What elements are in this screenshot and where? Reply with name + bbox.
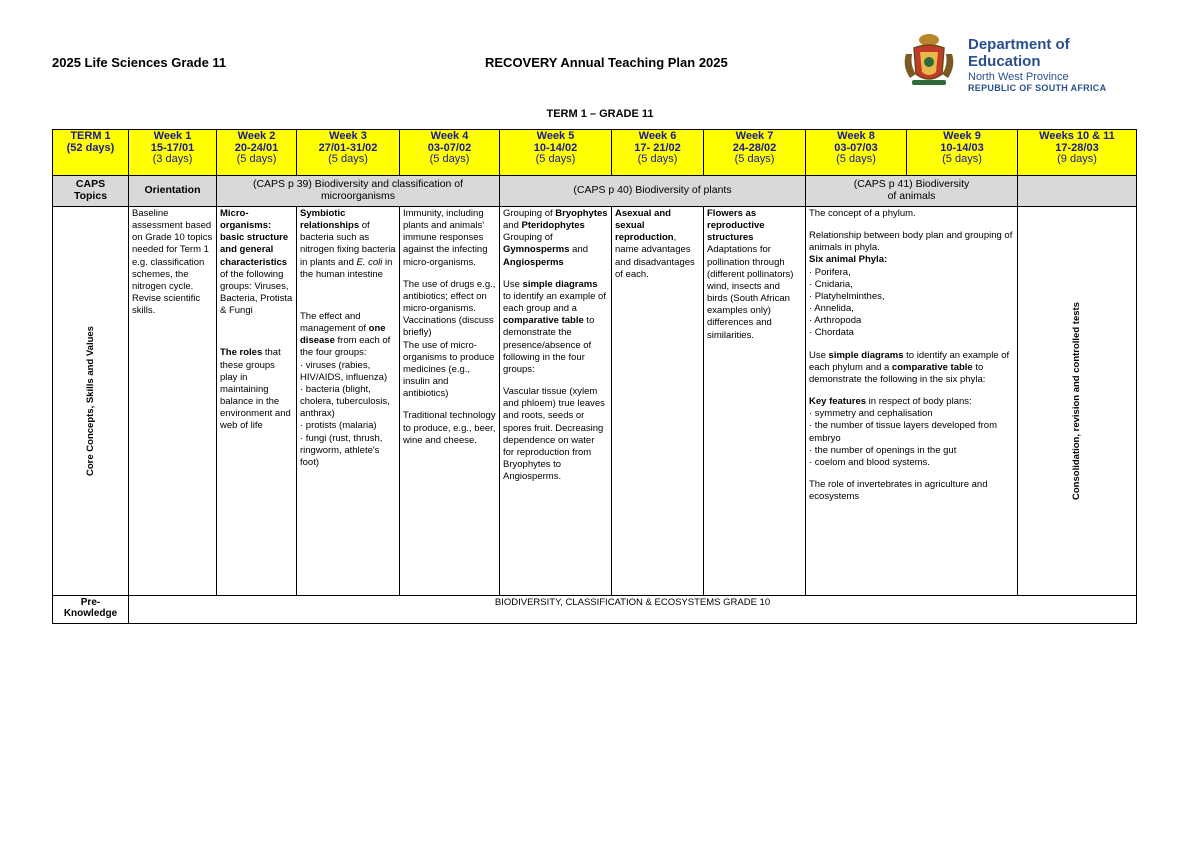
week-label: Weeks 10 & 11 (1039, 130, 1115, 142)
content-week-2: Micro-organisms: basic structure and general characteristics of the following groups: Viruses, Bacteria, Protista & Fungi The roles that these groups play in maintaining balance in the environment and web of life (217, 207, 297, 596)
document-header-title: RECOVERY Annual Teaching Plan 2025 (485, 55, 728, 70)
content-week-3: Symbiotic relationships of bacteria such as nitrogen fixing bacteria in plants and E. coli in the human intestine The effect and management of one disease from each of the four groups: · viruses (rabies, HIV/AIDS, influenza) · bacteria (blight, cholera, tuberculosis, anthrax) · protists (malaria) · fungi (rust, thrush, ringworm, athlete's foot) (297, 207, 400, 596)
caps-topics-row (53, 176, 1137, 207)
week-label: Week 2 (237, 130, 276, 142)
week-days: (3 days) (152, 153, 193, 166)
phylum-item: · Cnidaria, (809, 278, 853, 290)
feature-item: · coelom and blood systems. (809, 456, 930, 468)
coat-of-arms-icon (900, 30, 958, 88)
week-dates: 15-17/01 (150, 141, 195, 154)
core-concepts-label: Core Concepts, Skills and Values (84, 326, 96, 476)
week-label: Week 1 (153, 130, 192, 142)
logo-department: Department of Education (968, 36, 1070, 71)
caps-orientation: Orientation (129, 176, 217, 207)
week-header (297, 130, 400, 176)
caps-label: CAPS Topics (53, 176, 129, 207)
week-header (400, 130, 500, 176)
week-label: Week 4 (430, 130, 469, 142)
week-header (704, 130, 806, 176)
core-concepts-row (53, 207, 1137, 596)
week-days: (5 days) (535, 153, 576, 166)
term-days: (52 days) (66, 141, 115, 154)
content-week-4: Immunity, including plants and animals' immune responses against the infecting micro-organisms. The use of drugs e.g., antibiotics; effect on micro-organisms. Vaccinations (discuss briefly) The use of micro-organisms to produce medicines (e.g., insulin and antibiotics) Traditional technology to produce, e.g., beer, wine and cheese. (400, 207, 500, 596)
feature-item: · symmetry and cephalisation (809, 408, 933, 420)
caps-empty (1018, 176, 1137, 207)
logo-country: REPUBLIC OF SOUTH AFRICA (968, 83, 1107, 94)
content-week-7: Flowers as reproductive structures Adaptations for pollination through (different pollinators) wind, insects and birds (South African examples only) differences and similarities. (704, 207, 806, 596)
phylum-item: · Platyhelminthes, (809, 290, 885, 302)
week-dates: 03-07/02 (427, 141, 472, 154)
phylum-item: · Porifera, (809, 266, 851, 278)
week-dates: 03-07/03 (834, 141, 878, 154)
feature-item: · the number of tissue layers developed from embryo (809, 420, 997, 444)
weeks-row (53, 130, 1137, 176)
phylum-item: · Chordata (809, 327, 854, 339)
week-header (806, 130, 907, 176)
department-logo (900, 30, 1140, 94)
week-days: (5 days) (236, 153, 277, 166)
week-label: Week 9 (943, 130, 981, 142)
consolidation-label: Consolidation, revision and controlled tests (1070, 302, 1082, 500)
phylum-item: · Arthropoda (809, 315, 862, 327)
week-header (907, 130, 1018, 176)
caps-topic-microorganisms: (CAPS p 39) Biodiversity and classification of microorganisms (217, 176, 500, 207)
week-header (612, 130, 704, 176)
week-days: (5 days) (836, 153, 876, 166)
pre-knowledge-label: Pre- Knowledge (53, 596, 129, 624)
week-dates: 24-28/02 (732, 141, 777, 154)
pre-knowledge-row (53, 596, 1137, 624)
week-dates: 10-14/02 (533, 141, 578, 154)
week-days: (5 days) (942, 153, 982, 166)
week-dates: 10-14/03 (940, 141, 984, 154)
week-days: (5 days) (637, 153, 678, 166)
week-dates: 27/01-31/02 (318, 141, 378, 154)
week-dates: 20-24/01 (234, 141, 279, 154)
logo-province: North West Province (968, 70, 1069, 83)
disease-item: · fungi (rust, thrush, ringworm, athlete's foot) (300, 432, 383, 468)
term-cell (53, 130, 129, 176)
content-week-1: Baseline assessment based on Grade 10 topics needed for Term 1 e.g. classification schemes, the nitrogen cycle. Revise scientific skills. (129, 207, 217, 596)
core-concepts-label-cell (53, 207, 129, 596)
week-header (217, 130, 297, 176)
week-days: (9 days) (1057, 153, 1097, 166)
term-label: TERM 1 (70, 130, 111, 142)
pre-knowledge-value: BIODIVERSITY, CLASSIFICATION & ECOSYSTEMS GRADE 10 (129, 596, 1137, 624)
consolidation-cell (1018, 207, 1137, 596)
content-weeks-8-9: The concept of a phylum. Relationship between body plan and grouping of animals in phyla. Six animal Phyla: · Porifera, · Cnidaria, · Platyhelminthes, · Annelida, · Arthropoda · Chordata Use simple diagrams to identify an example of each phylum and a comparative table to demonstrate the following in the six phyla: Key features in respect of body plans: · symmetry and cephalisation · the number of tissue layers developed from embryo · the number of openings in the gut · coelom and blood systems. The role of invertebrates in agriculture and ecosystems (806, 207, 1018, 596)
week-header (1018, 130, 1137, 176)
week-dates: 17- 21/02 (634, 141, 681, 154)
feature-item: · the number of openings in the gut (809, 444, 957, 456)
week-label: Week 6 (638, 130, 677, 142)
week-label: Week 7 (735, 130, 774, 142)
document-header-left: 2025 Life Sciences Grade 11 (52, 55, 227, 70)
disease-item: · protists (malaria) (300, 420, 377, 432)
disease-item: · viruses (rabies, HIV/AIDS, influenza) (300, 359, 388, 383)
week-days: (5 days) (734, 153, 775, 166)
week-label: Week 5 (536, 130, 575, 142)
content-week-6: Asexual and sexual reproduction, name advantages and disadvantages of each. (612, 207, 704, 596)
term-title: TERM 1 – GRADE 11 (546, 108, 654, 120)
week-label: Week 8 (837, 130, 875, 142)
week-dates: 17-28/03 (1055, 141, 1099, 154)
teaching-plan-table (52, 129, 1137, 624)
week-days: (5 days) (328, 153, 368, 166)
week-header (129, 130, 217, 176)
phylum-item: · Annelida, (809, 303, 854, 315)
content-week-5: Grouping of Bryophytes and Pteridophytes Grouping of Gymnosperms and Angiosperms Use simple diagrams to identify an example of each group and a comparative table to demonstrate the presence/absence of following in the four groups: Vascular tissue (xylem and phloem) true leaves and roots, seeds or spores fruit. Decreasing dependence on water for reproduction from Bryophytes to Angiosperms. (500, 207, 612, 596)
caps-topic-plants: (CAPS p 40) Biodiversity of plants (500, 176, 806, 207)
week-label: Week 3 (329, 130, 367, 142)
caps-topic-animals: (CAPS p 41) Biodiversity of animals (806, 176, 1018, 207)
week-header (500, 130, 612, 176)
disease-item: · bacteria (blight, cholera, tuberculosis, anthrax) (300, 383, 390, 420)
week-days: (5 days) (429, 153, 470, 166)
